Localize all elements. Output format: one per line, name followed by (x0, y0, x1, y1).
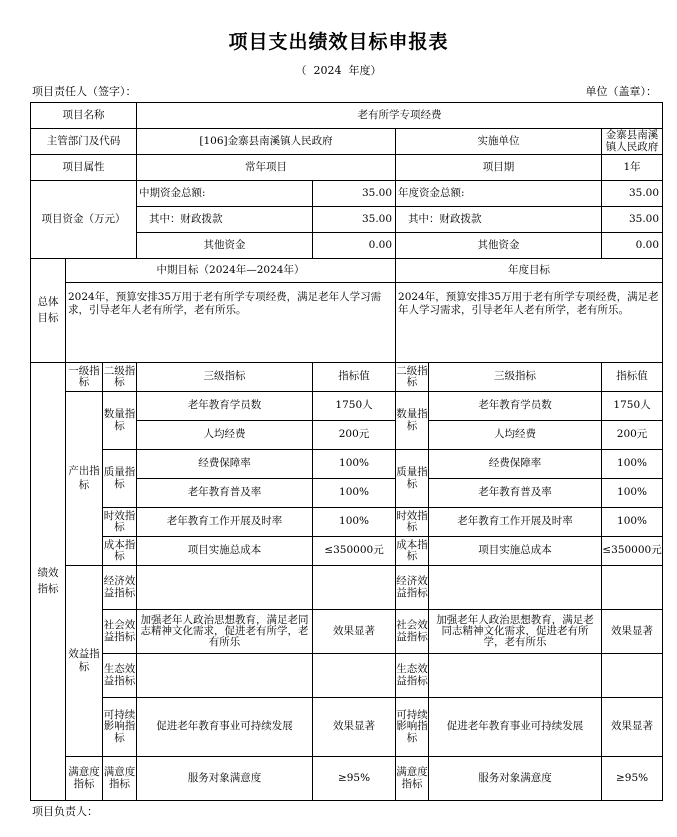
year-fiscal-label: 其中：财政拨款 (396, 207, 602, 233)
table-row (31, 181, 663, 207)
ql2-name: 老年教育普及率 (137, 479, 313, 508)
q1-value-year: 1750人 (602, 392, 663, 421)
table-row (31, 537, 663, 566)
col-level3-year: 三级指标 (429, 363, 602, 392)
mid-goal-text: 2024年，预算安排35万用于老有所学专项经费，满足老年人学习需求，引导老年人老有所学，老有所乐。 (66, 283, 396, 363)
dept-value: [106]金寨县南溪镇人民政府 (137, 129, 396, 155)
ql2-name-year: 老年教育普及率 (429, 479, 602, 508)
mid-other-label: 其他资金 (137, 233, 313, 259)
page-title: 项目支出绩效目标申报表 (228, 31, 449, 53)
col-level3: 三级指标 (137, 363, 313, 392)
attr-value: 常年项目 (137, 155, 396, 181)
sustainable-label-year: 可持续影响指标 (396, 698, 429, 757)
report-table-wrapper (30, 102, 662, 801)
economic-value (313, 566, 396, 610)
col-level1: 一级指标 (66, 363, 103, 392)
satisfaction2-label: 满意度指标 (103, 757, 137, 801)
ecological-name-year (429, 654, 602, 698)
table-row (31, 259, 663, 283)
c1-value-year: ≤350000元 (602, 537, 663, 566)
ql1-value-year: 100% (602, 450, 663, 479)
q2-value: 200元 (313, 421, 396, 450)
ecological-label-year: 生态效益指标 (396, 654, 429, 698)
c1-name-year: 项目实施总成本 (429, 537, 602, 566)
table-row (31, 757, 663, 801)
q1-name: 老年教育学员数 (137, 392, 313, 421)
t1-name-year: 老年教育工作开展及时率 (429, 508, 602, 537)
table-row (31, 698, 663, 757)
impl-value: 金寨县南溪镇人民政府 (602, 129, 663, 155)
satisfaction2-label-year: 满意度指标 (396, 757, 429, 801)
sa1-value-year: ≥95% (602, 757, 663, 801)
su1-value-year: 效果显著 (602, 698, 663, 757)
year-goal-header: 年度目标 (396, 259, 663, 283)
q1-value: 1750人 (313, 392, 396, 421)
table-row (31, 508, 663, 537)
mid-total-label: 中期资金总额: (137, 181, 313, 207)
indicators-label: 绩效指标 (31, 363, 66, 801)
su1-value: 效果显著 (313, 698, 396, 757)
ecological-value-year (602, 654, 663, 698)
attr-label: 项目属性 (31, 155, 137, 181)
table-row (31, 392, 663, 421)
col-value: 指标值 (313, 363, 396, 392)
dept-label: 主管部门及代码 (31, 129, 137, 155)
t1-name: 老年教育工作开展及时率 (137, 508, 313, 537)
c1-name: 项目实施总成本 (137, 537, 313, 566)
ql2-value-year: 100% (602, 479, 663, 508)
table-row (31, 129, 663, 155)
col-value-year: 指标值 (602, 363, 663, 392)
name-label: 项目名称 (31, 103, 137, 129)
q2-name: 人均经费 (137, 421, 313, 450)
ql2-value: 100% (313, 479, 396, 508)
economic-value-year (602, 566, 663, 610)
name-value: 老有所学专项经费 (137, 103, 663, 129)
goals-label: 总体目标 (31, 259, 66, 363)
economic-label: 经济效益指标 (103, 566, 137, 610)
col-level2: 二级指标 (103, 363, 137, 392)
output-label: 产出指标 (66, 392, 103, 566)
year-goal-text: 2024年，预算安排35万用于老有所学专项经费，满足老年人学习需求，引导老年人老有所学，老有所乐。 (396, 283, 663, 363)
q2-name-year: 人均经费 (429, 421, 602, 450)
c1-value: ≤350000元 (313, 537, 396, 566)
impl-label: 实施单位 (396, 129, 602, 155)
year-fiscal-value: 35.00 (602, 207, 663, 233)
mid-other-value: 0.00 (313, 233, 396, 259)
economic-name (137, 566, 313, 610)
table-row (31, 103, 663, 129)
table-row (31, 155, 663, 181)
economic-name-year (429, 566, 602, 610)
responsible-label: 项目责任人（签字）： (32, 85, 137, 98)
report-table (30, 102, 663, 801)
ql1-name-year: 经费保障率 (429, 450, 602, 479)
sa1-name-year: 服务对象满意度 (429, 757, 602, 801)
su1-name: 促进老年教育事业可持续发展 (137, 698, 313, 757)
s1-name-year: 加强老年人政治思想教育，满足老同志精神文化需求，促进老有所学，老有所乐 (429, 610, 602, 654)
quality-label: 质量指标 (103, 450, 137, 508)
t1-value-year: 100% (602, 508, 663, 537)
table-row (31, 363, 663, 392)
timeliness-label: 时效指标 (103, 508, 137, 537)
mid-goal-header: 中期目标（2024年—2024年） (66, 259, 396, 283)
year-line (0, 62, 677, 78)
leader-label: 项目负责人： (32, 805, 98, 818)
year-other-label: 其他资金 (396, 233, 602, 259)
q2-value-year: 200元 (602, 421, 663, 450)
cost-label: 成本指标 (103, 537, 137, 566)
period-value: 1年 (602, 155, 663, 181)
social-label-year: 社会效益指标 (396, 610, 429, 654)
cost-label-year: 成本指标 (396, 537, 429, 566)
ecological-name (137, 654, 313, 698)
mid-fiscal-label: 其中：财政拨款 (137, 207, 313, 233)
table-row (31, 283, 663, 363)
s1-name: 加强老年人政治思想教育，满足老同志精神文化需求，促进老有所学，老有所乐 (137, 610, 313, 654)
year-total-value: 35.00 (602, 181, 663, 207)
quantity-label-year: 数量指标 (396, 392, 429, 450)
mid-total-value: 35.00 (313, 181, 396, 207)
funds-label: 项目资金（万元） (31, 181, 137, 259)
quantity-label: 数量指标 (103, 392, 137, 450)
ecological-value (313, 654, 396, 698)
ql1-value: 100% (313, 450, 396, 479)
sa1-name: 服务对象满意度 (137, 757, 313, 801)
timeliness-label-year: 时效指标 (396, 508, 429, 537)
year-other-value: 0.00 (602, 233, 663, 259)
quality-label-year: 质量指标 (396, 450, 429, 508)
table-row (31, 450, 663, 479)
t1-value: 100% (313, 508, 396, 537)
unit-label: 单位（盖章）： (585, 85, 657, 98)
period-label: 项目期 (396, 155, 602, 181)
social-label: 社会效益指标 (103, 610, 137, 654)
satisfaction-label: 满意度指标 (66, 757, 103, 801)
year-open: （ (295, 64, 307, 77)
economic-label-year: 经济效益指标 (396, 566, 429, 610)
year-total-label: 年度资金总额: (396, 181, 602, 207)
col-level2-year: 二级指标 (396, 363, 429, 392)
table-row (31, 610, 663, 654)
table-row (31, 566, 663, 610)
s1-value-year: 效果显著 (602, 610, 663, 654)
sustainable-label: 可持续影响指标 (103, 698, 137, 757)
benefit-label: 效益指标 (66, 566, 103, 757)
mid-fiscal-value: 35.00 (313, 207, 396, 233)
ql1-name: 经费保障率 (137, 450, 313, 479)
sa1-value: ≥95% (313, 757, 396, 801)
q1-name-year: 老年教育学员数 (429, 392, 602, 421)
su1-name-year: 促进老年教育事业可持续发展 (429, 698, 602, 757)
ecological-label: 生态效益指标 (103, 654, 137, 698)
s1-value: 效果显著 (313, 610, 396, 654)
table-row (31, 654, 663, 698)
year-value: 2024 (313, 64, 342, 77)
year-unit: 年度） (348, 64, 382, 77)
